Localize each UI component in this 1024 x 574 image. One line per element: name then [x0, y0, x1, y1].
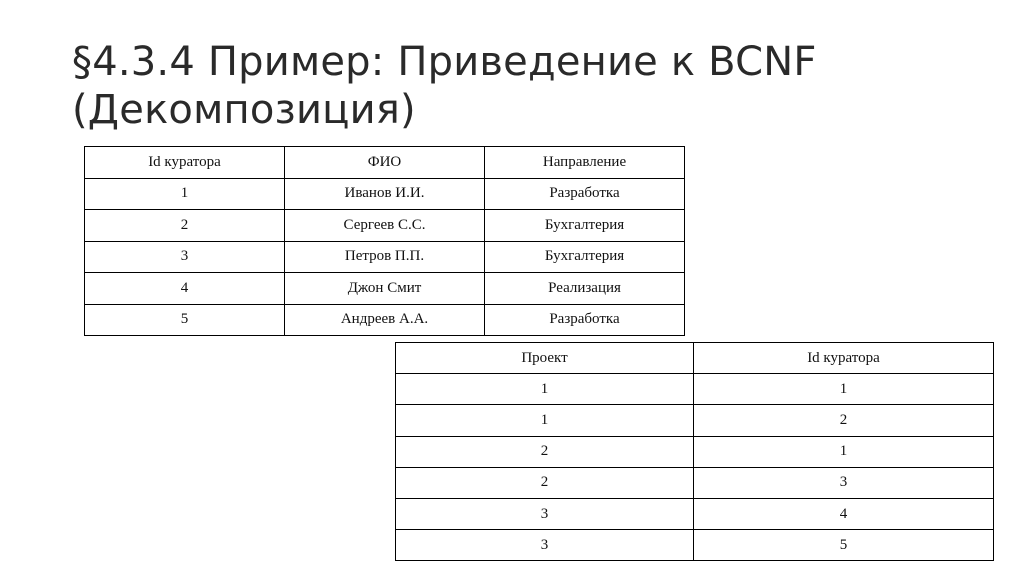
cell-direction: Разработка — [485, 304, 685, 336]
column-header-full-name: ФИО — [285, 147, 485, 179]
table-row — [396, 374, 994, 405]
projects-table — [395, 342, 994, 561]
table-header-row — [85, 147, 685, 179]
cell-curator-id: 4 — [85, 273, 285, 305]
cell-project: 3 — [396, 530, 694, 561]
table-row — [85, 178, 685, 210]
column-header-curator-id: Id куратора — [694, 343, 994, 374]
slide-title-line-1: §4.3.4 Пример: Приведение к BCNF — [72, 39, 817, 85]
cell-project: 3 — [396, 498, 694, 529]
cell-direction: Разработка — [485, 178, 685, 210]
table-row — [396, 405, 994, 436]
table-row — [85, 273, 685, 305]
table-row — [396, 530, 994, 561]
cell-direction: Бухгалтерия — [485, 210, 685, 242]
cell-project: 1 — [396, 374, 694, 405]
cell-curator-id: 5 — [694, 530, 994, 561]
table-row — [85, 304, 685, 336]
cell-curator-id: 2 — [694, 405, 994, 436]
table-row — [85, 210, 685, 242]
cell-curator-id: 1 — [694, 374, 994, 405]
table-row — [396, 467, 994, 498]
curators-table — [84, 146, 685, 336]
column-header-direction: Направление — [485, 147, 685, 179]
cell-full-name: Петров П.П. — [285, 241, 485, 273]
cell-full-name: Сергеев С.С. — [285, 210, 485, 242]
slide-title-line-2: (Декомпозиция) — [72, 87, 416, 133]
cell-project: 1 — [396, 405, 694, 436]
table-row — [85, 241, 685, 273]
cell-direction: Реализация — [485, 273, 685, 305]
table-row — [396, 498, 994, 529]
cell-curator-id: 3 — [694, 467, 994, 498]
cell-curator-id: 5 — [85, 304, 285, 336]
cell-project: 2 — [396, 436, 694, 467]
cell-curator-id: 1 — [694, 436, 994, 467]
cell-full-name: Иванов И.И. — [285, 178, 485, 210]
column-header-project: Проект — [396, 343, 694, 374]
cell-curator-id: 2 — [85, 210, 285, 242]
cell-full-name: Андреев А.А. — [285, 304, 485, 336]
cell-curator-id: 1 — [85, 178, 285, 210]
table-row — [396, 436, 994, 467]
cell-direction: Бухгалтерия — [485, 241, 685, 273]
cell-project: 2 — [396, 467, 694, 498]
table-header-row — [396, 343, 994, 374]
cell-curator-id: 4 — [694, 498, 994, 529]
cell-full-name: Джон Смит — [285, 273, 485, 305]
cell-curator-id: 3 — [85, 241, 285, 273]
slide-title — [72, 38, 972, 134]
column-header-curator-id: Id куратора — [85, 147, 285, 179]
